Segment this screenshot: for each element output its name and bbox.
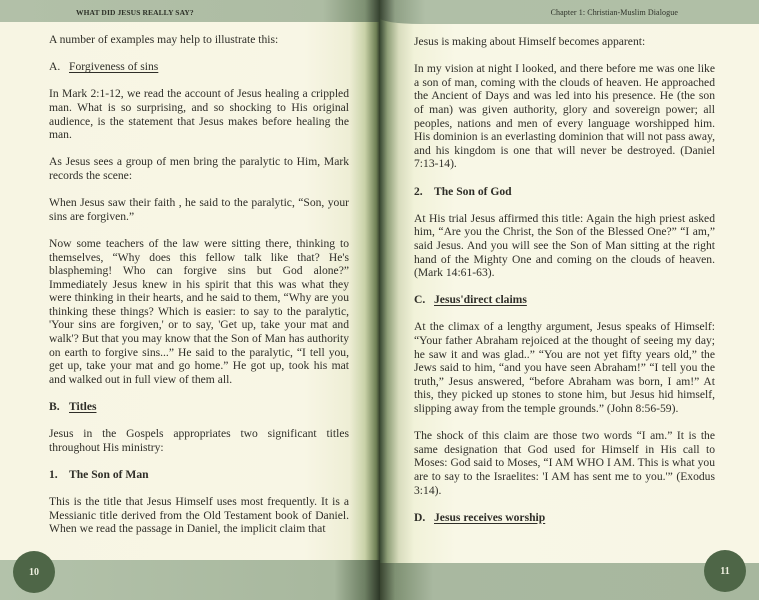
section-marker: D.: [414, 510, 426, 524]
running-head: Chapter 1: Christian-Muslim Dialogue: [550, 8, 678, 17]
running-head: WHAT DID JESUS REALLY SAY?: [76, 8, 194, 17]
section-heading-c: [414, 293, 715, 307]
paragraph: At the climax of a lengthy argument, Jesus speaks of Himself: “Your father Abraham rejoiced at the thought of seeing my day; he saw it and was glad..” “You are not yet fifty years old,” the Jews said to him, “and you have seen Abraham!” “I tell you the truth,” Jesus answered, “before Abraham was born, I am!” At this, they picked up stones to stone him, but Jesus hid himself, slipping away from the temple grounds.” (John 8:56-59).: [414, 320, 715, 416]
paragraph: Jesus is making about Himself becomes apparent:: [414, 35, 646, 48]
paragraph: As Jesus sees a group of men bring the paralytic to Him, Mark records the scene:: [49, 155, 349, 182]
subsection-heading-2: [414, 185, 715, 199]
paragraph: The shock of this claim are those two words “I am.” It is the same designation that God used for Himself in His call to Moses: God said to Moses, “I AM WHO I AM. This is what you are to say to the Israelites: 'I AM has sent me to you.'” (Exodus 3:14).: [414, 429, 715, 497]
subsection-heading-1: [49, 468, 349, 482]
quotation: In my vision at night I looked, and there before me was one like a son of man, coming with the clouds of heaven. He approached the Ancient of Days and was led into his presence. He (the son of man) was given authority, glory and sovereign power; all peoples, nations and men of every language worshipped him. His dominion is an everlasting dominion that will not pass away, and his kingdom is one that will never be destroyed. (Daniel 7:13-14).: [414, 62, 715, 171]
section-title: Titles: [69, 400, 97, 414]
page-number-badge: 10: [13, 551, 55, 593]
section-heading-d: [414, 511, 715, 525]
section-marker: B.: [49, 400, 60, 414]
page-number-badge: 11: [704, 550, 746, 592]
section-marker: A.: [49, 60, 61, 74]
left-page-content: [49, 33, 349, 550]
section-title: Jesus'direct claims: [434, 293, 527, 307]
quotation: When Jesus saw their faith , he said to the paralytic, “Son, your sins are forgiven.”: [49, 196, 349, 223]
subsection-marker: 1.: [49, 468, 58, 481]
section-title: Jesus receives worship: [434, 510, 546, 524]
paragraph: Jesus in the Gospels appropriates two significant titles throughout His ministry:: [49, 427, 349, 454]
footer-band: [0, 560, 380, 600]
paragraph: At His trial Jesus affirmed this title: Again the high priest asked him, “Are you the Christ, the Son of the Blessed One?” “I am,” said Jesus. And you will see the Son of Man sitting at the right hand of the Mighty One and coming on the clouds of heaven. (Mark 14:61-63).: [414, 211, 715, 280]
right-page-content: [414, 35, 715, 538]
subsection-title: The Son of Man: [69, 468, 149, 481]
paragraph: In Mark 2:1-12, we read the account of Jesus healing a crippled man. What is so surprising, and so shocking to His original audience, is the statement that Jesus makes before healing the man.: [49, 87, 349, 142]
right-page: [380, 0, 759, 600]
paragraph: This is the title that Jesus Himself uses most frequently. It is a Messianic title derived from the Old Testament book of Daniel. When we read the passage in Daniel, the implicit claim that: [49, 495, 349, 536]
paragraph-intro: A number of examples may help to illustrate this:: [49, 33, 279, 46]
section-title: Forgiveness of sins: [69, 60, 159, 74]
section-heading-a: [49, 60, 349, 74]
footer-band: [380, 563, 759, 600]
quotation: Now some teachers of the law were sitting there, thinking to themselves, “Why does this fellow talk like that? He's blaspheming! Who can forgive sins but God alone?” Immediately Jesus knew in his spirit that this was what they were thinking in their hearts, and he said to them, “Why are you thinking these things? Which is easier: to say to the paralytic, 'Your sins are forgiven,' or to say, 'Get up, take your mat and walk'? But that you may know that the Son of Man has authority on earth to forgive sins...” He said to the paralytic, “I tell you, get up, take your mat and go home.” He got up, took his mat and walked out in full view of them all.: [49, 236, 349, 386]
section-heading-b: [49, 400, 349, 414]
subsection-title: The Son of God: [434, 184, 512, 198]
subsection-marker: 2.: [414, 184, 423, 198]
section-marker: C.: [414, 293, 426, 307]
